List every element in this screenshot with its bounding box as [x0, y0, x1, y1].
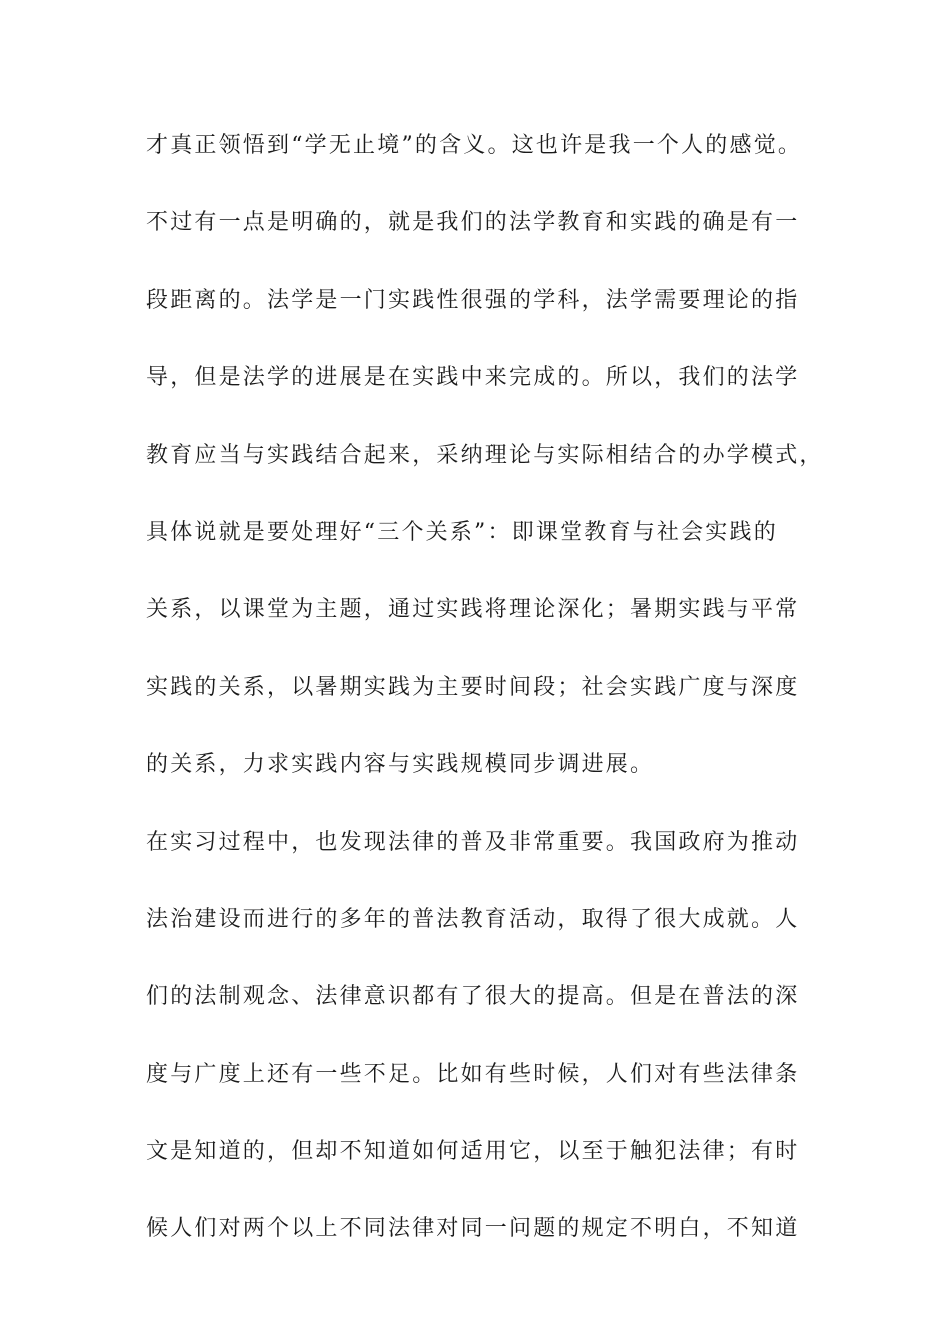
text-line: 文是知道的，但却不知道如何适用它，以至于触犯法律；有时: [146, 1139, 800, 1165]
body-text: [146, 130, 826, 1291]
text-line: 的关系，力求实践内容与实践规模同步调进展。: [146, 752, 655, 778]
text-line: 实践的关系，以暑期实践为主要时间段；社会实践广度与深度: [146, 674, 800, 700]
text-line: 在实习过程中，也发现法律的普及非常重要。我国政府为推动: [146, 829, 800, 855]
text-line: 导，但是法学的进展是在实践中来完成的。所以，我们的法学: [146, 365, 800, 391]
text-line: 法治建设而进行的多年的普法教育活动，取得了很大成就。人: [146, 906, 800, 932]
text-line: 度与广度上还有一些不足。比如有些时候，人们对有些法律条: [146, 1061, 800, 1087]
text-line: 具体说就是要处理好“三个关系”：即课堂教育与社会实践的: [146, 519, 778, 545]
text-line: 不过有一点是明确的，就是我们的法学教育和实践的确是有一: [146, 210, 800, 236]
text-line: 关系，以课堂为主题，通过实践将理论深化；暑期实践与平常: [146, 597, 800, 623]
text-line: 才真正领悟到“学无止境”的含义。这也许是我一个人的感觉。: [146, 133, 803, 158]
text-line: 们的法制观念、法律意识都有了很大的提高。但是在普法的深: [146, 984, 800, 1010]
text-line: 候人们对两个以上不同法律对同一问题的规定不明白，不知道: [146, 1216, 800, 1242]
text-line: 段距离的。法学是一门实践性很强的学科，法学需要理论的指: [146, 287, 800, 313]
text-line: 教育应当与实践结合起来，采纳理论与实际相结合的办学模式，: [146, 442, 824, 468]
